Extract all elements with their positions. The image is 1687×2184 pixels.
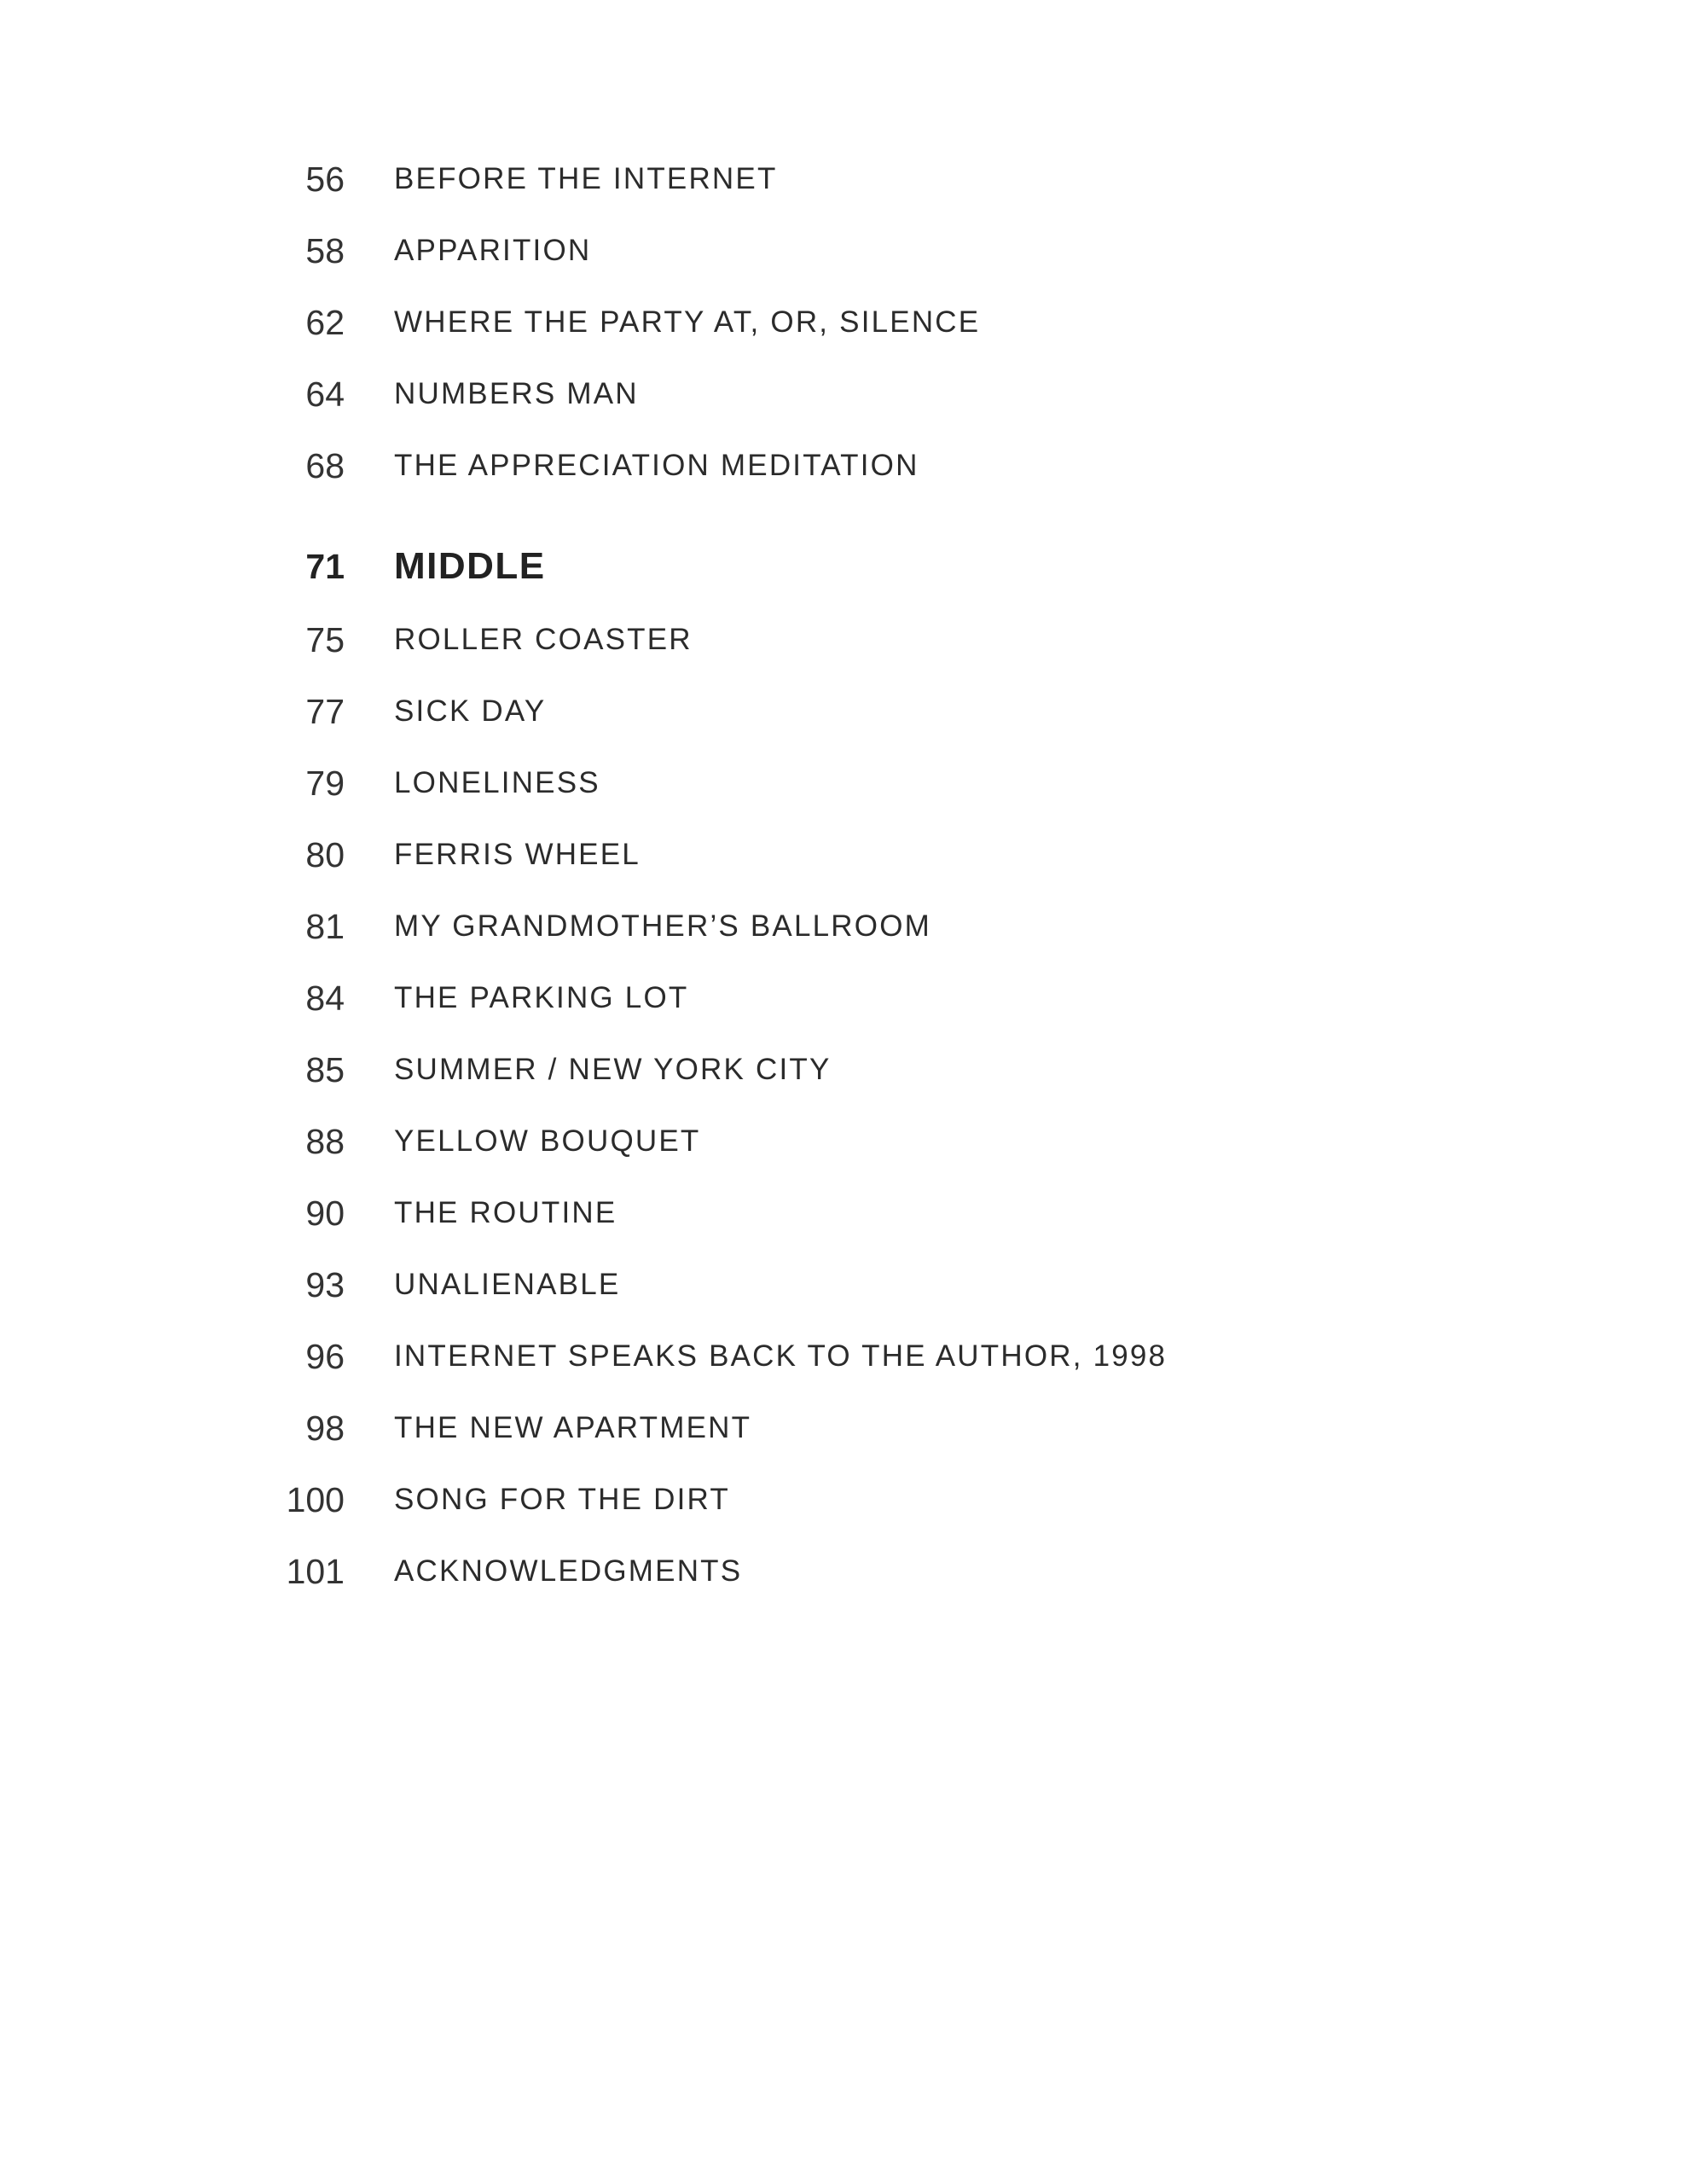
page-number: 90	[305, 1194, 345, 1233]
entry-title: UNALIENABLE	[394, 1268, 621, 1301]
entry-title: THE PARKING LOT	[394, 981, 689, 1014]
entry-title: WHERE THE PARTY AT, OR, SILENCE	[394, 305, 981, 339]
toc-entry	[0, 829, 1687, 880]
entry-title: ROLLER COASTER	[394, 623, 693, 656]
page-number: 68	[305, 446, 345, 485]
page-number: 56	[305, 160, 345, 199]
toc-entry	[0, 154, 1687, 205]
page-number: 81	[305, 907, 345, 946]
entry-title: APPARITION	[394, 234, 592, 267]
entry-title: SICK DAY	[394, 694, 547, 728]
page-number: 77	[305, 692, 345, 731]
page-number: 71	[305, 547, 345, 586]
entry-title: THE ROUTINE	[394, 1196, 617, 1229]
page-number: 101	[286, 1552, 345, 1591]
page-number: 62	[305, 303, 345, 342]
toc-entry	[0, 1331, 1687, 1382]
toc-entry	[0, 1546, 1687, 1597]
toc-entry	[0, 297, 1687, 348]
toc-entry	[0, 1188, 1687, 1239]
section-title: MIDDLE	[394, 545, 546, 587]
entry-title: THE APPRECIATION MEDITATION	[394, 449, 919, 482]
page-number: 75	[305, 620, 345, 659]
toc-entry	[0, 1116, 1687, 1167]
entry-title: THE NEW APARTMENT	[394, 1411, 752, 1444]
toc-entry	[0, 225, 1687, 276]
entry-title: YELLOW BOUQUET	[394, 1124, 701, 1158]
toc-entry	[0, 1259, 1687, 1310]
page-number: 88	[305, 1122, 345, 1161]
toc-entry	[0, 1474, 1687, 1525]
page-number: 64	[305, 375, 345, 414]
toc-entry	[0, 973, 1687, 1024]
toc-entry	[0, 369, 1687, 420]
toc-entry	[0, 901, 1687, 952]
toc-entry	[0, 1044, 1687, 1095]
page-number: 84	[305, 979, 345, 1018]
page-number: 93	[305, 1265, 345, 1304]
toc-entry	[0, 758, 1687, 809]
toc-entry	[0, 614, 1687, 665]
entry-title: SUMMER / NEW YORK CITY	[394, 1053, 832, 1086]
page-number: 98	[305, 1409, 345, 1448]
toc-entry	[0, 440, 1687, 491]
toc-section-heading	[0, 541, 1687, 592]
page-number: 85	[305, 1050, 345, 1089]
page-number: 80	[305, 835, 345, 874]
page-number: 96	[305, 1337, 345, 1376]
entry-title: ACKNOWLEDGMENTS	[394, 1554, 743, 1588]
toc-entry	[0, 686, 1687, 737]
entry-title: SONG FOR THE DIRT	[394, 1483, 730, 1516]
entry-title: MY GRANDMOTHER’S BALLROOM	[394, 909, 931, 943]
toc-entry	[0, 1403, 1687, 1454]
entry-title: BEFORE THE INTERNET	[394, 162, 778, 195]
page-number: 58	[305, 231, 345, 270]
page-number: 79	[305, 764, 345, 803]
entry-title: LONELINESS	[394, 766, 600, 799]
page-number: 100	[286, 1480, 345, 1519]
entry-title: NUMBERS MAN	[394, 377, 639, 410]
entry-title: INTERNET SPEAKS BACK TO THE AUTHOR, 1998	[394, 1339, 1168, 1373]
entry-title: FERRIS WHEEL	[394, 838, 641, 871]
